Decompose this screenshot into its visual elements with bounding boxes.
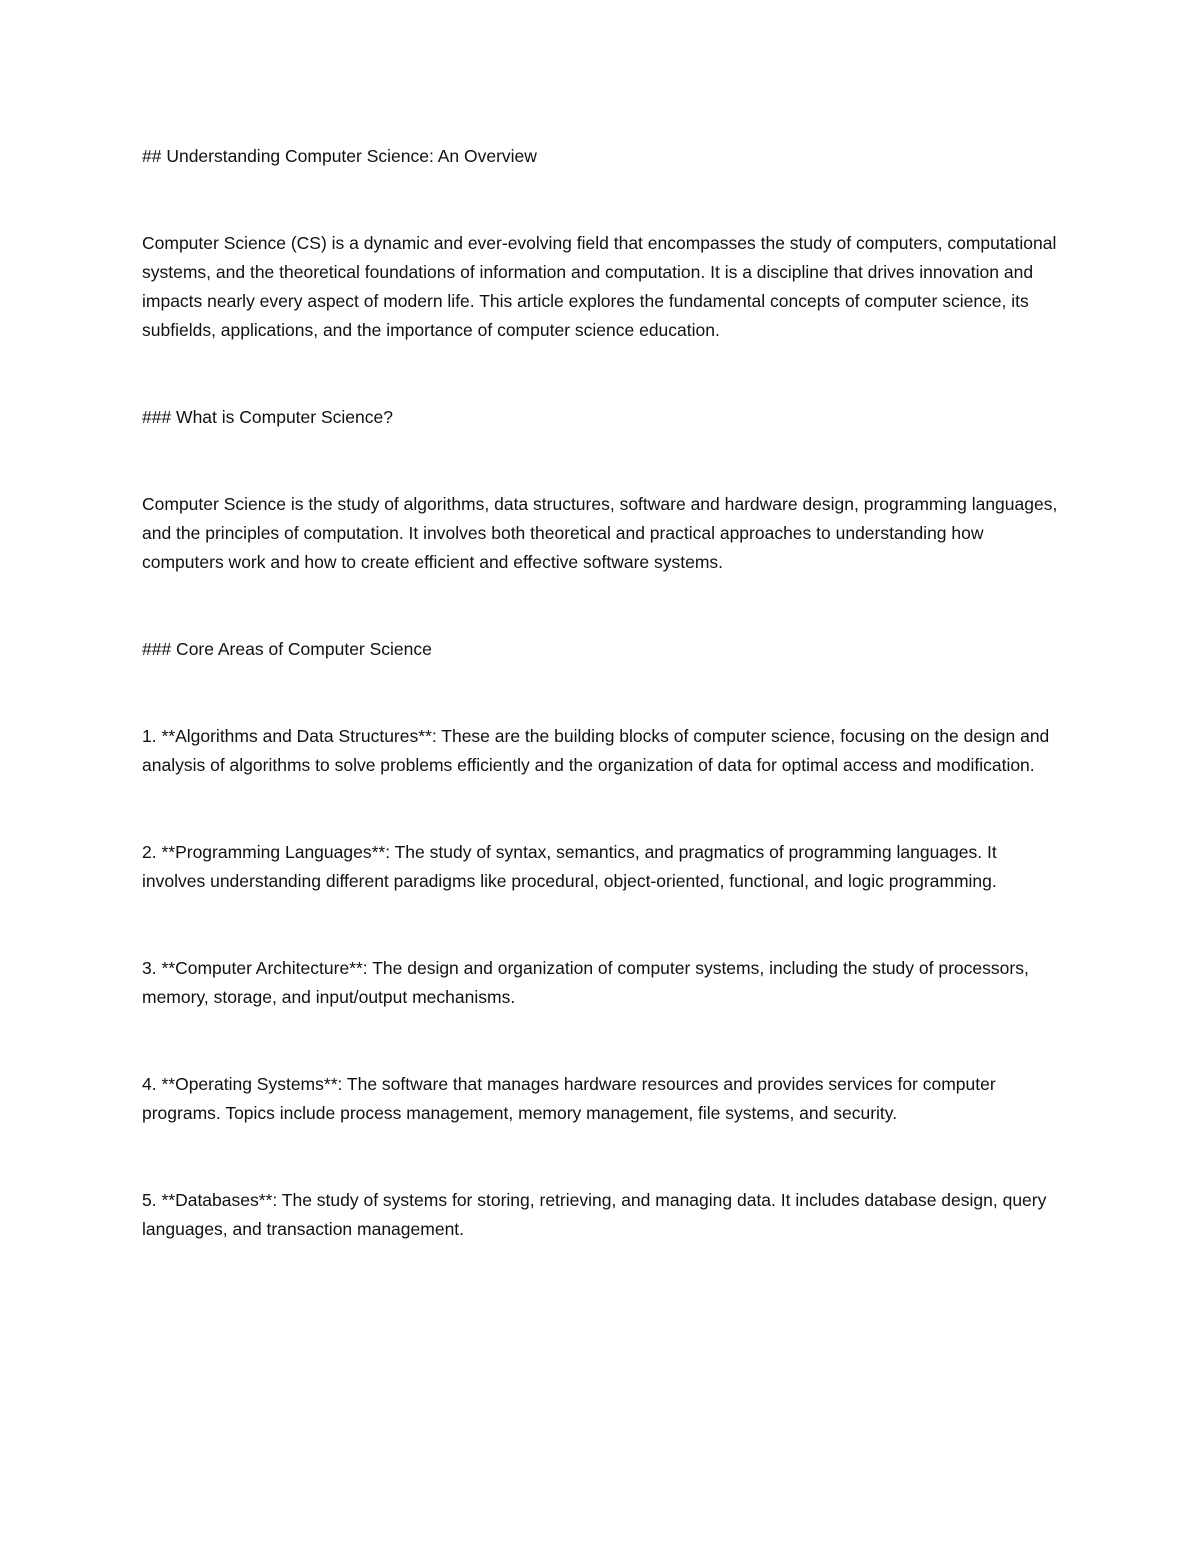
what-is-cs-paragraph: Computer Science is the study of algorithms, data structures, software and hardware design, programming languages, and the principles of computation. It involves both theoretical and practical approaches to understanding how computers work and how to create efficient and effective software systems. xyxy=(142,494,1058,572)
intro-paragraph: Computer Science (CS) is a dynamic and ever-evolving field that encompasses the study of computers, computational systems, and the theoretical foundations of information and computation. It is a discipline that drives innovation and impacts nearly every aspect of modern life. This article explores the fundamental concepts of computer science, its subfields, applications, and the importance of computer science education. xyxy=(142,233,1057,340)
section-heading-core-areas: ### Core Areas of Computer Science xyxy=(142,639,432,659)
list-item: 3. **Computer Architecture**: The design and organization of computer systems, including the study of processors, memory, storage, and input/output mechanisms. xyxy=(142,958,1029,1007)
main-heading: ## Understanding Computer Science: An Overview xyxy=(142,146,537,166)
section-heading-what-is-cs: ### What is Computer Science? xyxy=(142,407,393,427)
document-body xyxy=(142,142,1062,1244)
list-item: 5. **Databases**: The study of systems for storing, retrieving, and managing data. It includes database design, query languages, and transaction management. xyxy=(142,1190,1047,1239)
core-areas-list xyxy=(142,722,1062,1244)
list-item: 4. **Operating Systems**: The software that manages hardware resources and provides services for computer programs. Topics include process management, memory management, file systems, and security. xyxy=(142,1074,996,1123)
list-item: 2. **Programming Languages**: The study of syntax, semantics, and pragmatics of programming languages. It involves understanding different paradigms like procedural, object-oriented, functional, and logic programming. xyxy=(142,842,997,891)
list-item: 1. **Algorithms and Data Structures**: These are the building blocks of computer science, focusing on the design and analysis of algorithms to solve problems efficiently and the organization of data for optimal access and modification. xyxy=(142,726,1050,775)
